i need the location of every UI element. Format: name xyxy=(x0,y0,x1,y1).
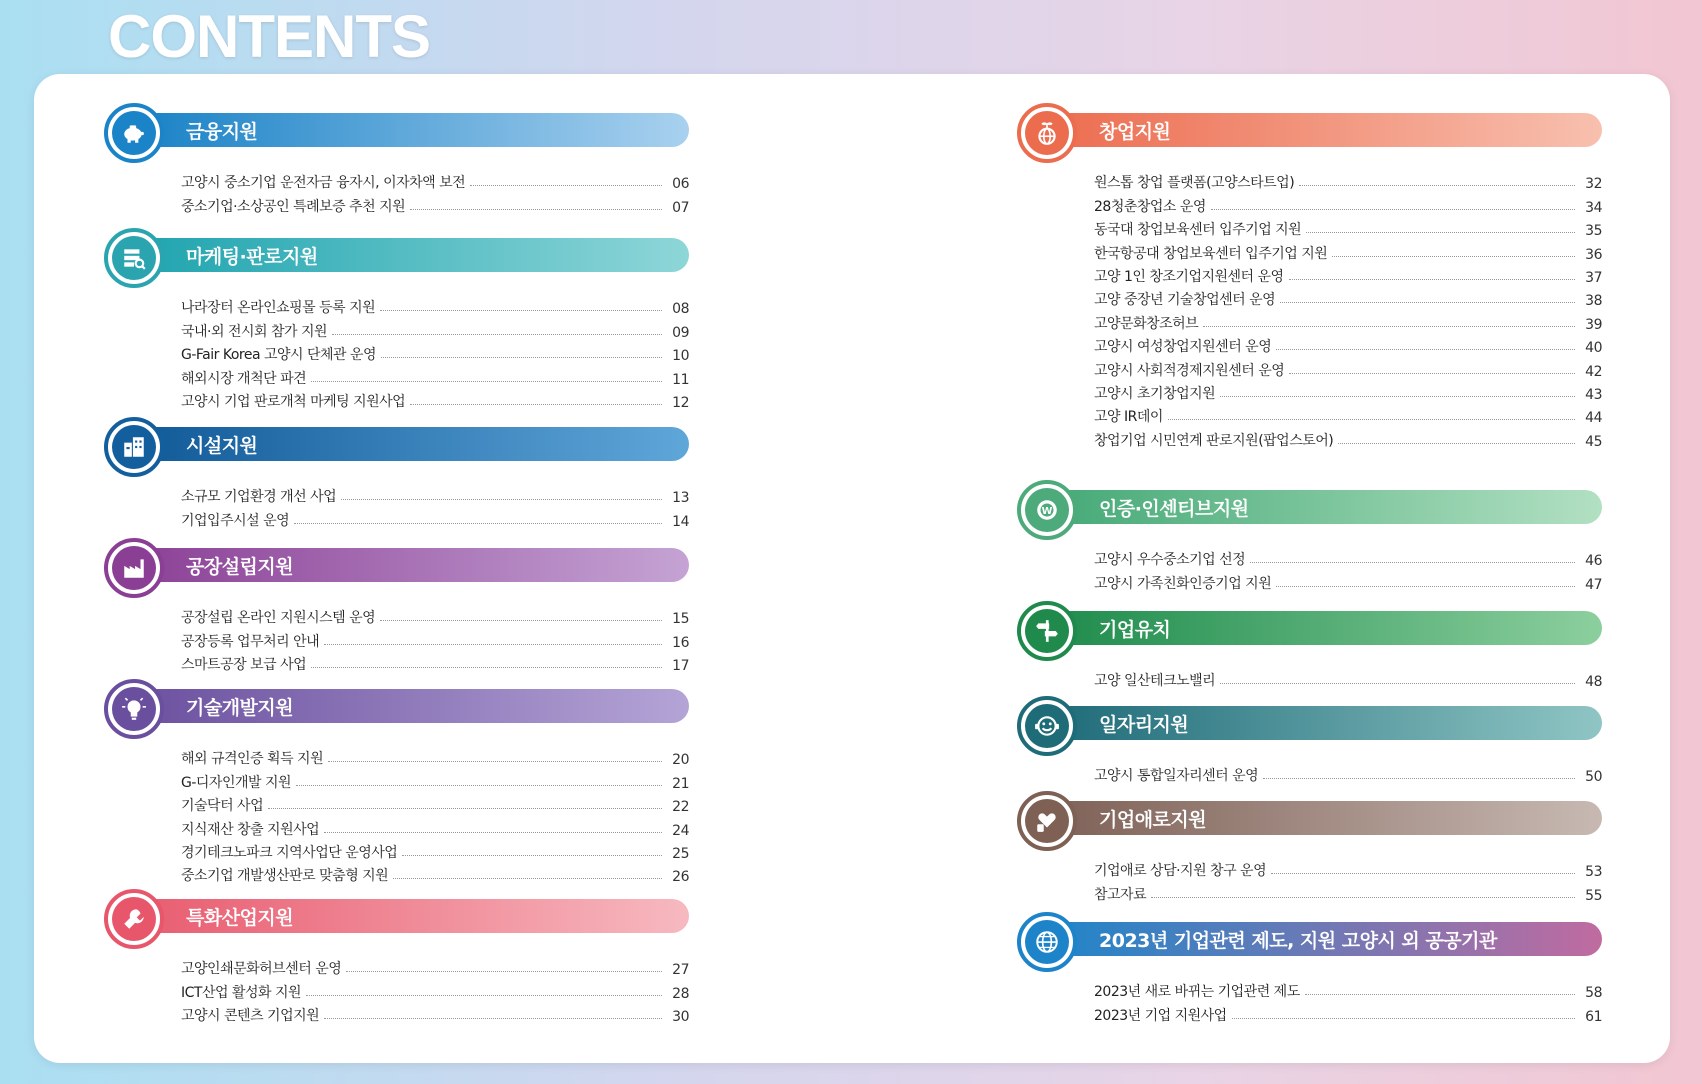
toc-entry[interactable] xyxy=(1094,239,1602,262)
toc-entry-label: G-Fair Korea 고양시 단체관 운영 xyxy=(181,347,377,364)
section-icon-badge xyxy=(1017,912,1077,972)
toc-entry[interactable] xyxy=(1094,403,1602,426)
toc-entry[interactable] xyxy=(1094,880,1602,903)
dot-leader xyxy=(1220,683,1575,684)
toc-entry-label: 고양 1인 창조기업지원센터 운영 xyxy=(1094,268,1284,285)
toc-entry-page: 47 xyxy=(1585,576,1602,593)
dot-leader xyxy=(341,499,662,500)
dot-leader xyxy=(410,404,662,405)
toc-entry-label: 고양 일산테크노밸리 xyxy=(1094,673,1216,690)
toc-entry-label: 공장설립 온라인 지원시스템 운영 xyxy=(181,610,376,627)
dot-leader xyxy=(1280,302,1575,303)
section-header xyxy=(104,103,689,163)
section-finance xyxy=(104,103,689,216)
dot-leader xyxy=(1250,562,1575,563)
toc-entry-page: 45 xyxy=(1585,433,1602,450)
section-header-bar xyxy=(124,427,689,461)
toc-entry[interactable] xyxy=(1094,192,1602,215)
dot-leader xyxy=(1305,994,1575,995)
toc-entry-page: 48 xyxy=(1585,674,1602,691)
section-header-bar xyxy=(1037,113,1602,147)
section-header-bar xyxy=(124,238,689,272)
section-title: 시설지원 xyxy=(186,434,258,457)
section-item-list xyxy=(104,169,689,216)
section-public-agencies xyxy=(1017,912,1602,1025)
dot-leader xyxy=(1338,443,1575,444)
toc-entry-page: 22 xyxy=(672,799,689,816)
section-technology xyxy=(104,679,689,885)
section-icon-badge xyxy=(104,538,164,598)
dot-leader xyxy=(1289,373,1575,374)
section-item-list xyxy=(104,745,689,885)
toc-entry[interactable] xyxy=(181,388,689,411)
section-header xyxy=(104,538,689,598)
toc-entry-page: 46 xyxy=(1585,553,1602,570)
dot-leader xyxy=(410,209,662,210)
svg-text:W: W xyxy=(1041,505,1053,517)
toc-entry-page: 40 xyxy=(1585,340,1602,357)
dot-leader xyxy=(1203,326,1575,327)
dot-leader xyxy=(1151,897,1575,898)
section-item-list xyxy=(1017,762,1602,785)
marketing-search-icon xyxy=(112,236,156,280)
section-header-bar xyxy=(124,899,689,933)
section-title: 금융지원 xyxy=(186,120,258,143)
section-icon-badge xyxy=(104,417,164,477)
dot-leader xyxy=(1276,586,1575,587)
dot-leader xyxy=(393,878,662,879)
section-certification xyxy=(1017,480,1602,593)
section-marketing xyxy=(104,228,689,411)
section-item-list xyxy=(1017,546,1602,593)
dot-leader xyxy=(380,620,662,621)
toc-entry[interactable] xyxy=(1094,667,1602,690)
section-header xyxy=(104,679,689,739)
section-icon-badge xyxy=(1017,696,1077,756)
toc-entry-page: 42 xyxy=(1585,363,1602,380)
piggy-bank-icon xyxy=(112,111,156,155)
toc-entry[interactable] xyxy=(181,978,689,1001)
section-header-bar xyxy=(1037,706,1602,740)
toc-entry-label: 28청춘창업소 운영 xyxy=(1094,198,1206,215)
toc-entry-label: 해외 규격인증 획득 지원 xyxy=(181,751,324,768)
toc-entry[interactable] xyxy=(1094,309,1602,332)
section-special-industry xyxy=(104,889,689,1025)
globe-sprout-icon xyxy=(1025,111,1069,155)
section-item-list xyxy=(104,955,689,1025)
section-header xyxy=(104,889,689,949)
dot-leader xyxy=(296,785,662,786)
section-title: 마케팅·판로지원 xyxy=(186,245,318,268)
toc-entry-label: 한국항공대 창업보육센터 입주기업 지원 xyxy=(1094,245,1328,262)
toc-entry[interactable] xyxy=(181,317,689,340)
toc-entry[interactable] xyxy=(1094,356,1602,379)
toc-entry-page: 43 xyxy=(1585,386,1602,403)
wrench-icon xyxy=(112,897,156,941)
toc-entry-label: 기업입주시설 운영 xyxy=(181,512,290,529)
toc-entry-page: 44 xyxy=(1585,410,1602,427)
dot-leader xyxy=(324,644,662,645)
toc-entry[interactable] xyxy=(1094,263,1602,286)
toc-entry[interactable] xyxy=(1094,426,1602,449)
section-title: 2023년 기업관련 제도, 지원 고양시 외 공공기관 xyxy=(1099,929,1497,952)
toc-entry-label: 지식재산 창출 지원사업 xyxy=(181,821,320,838)
section-title: 일자리지원 xyxy=(1099,713,1189,736)
toc-entry-page: 34 xyxy=(1585,199,1602,216)
toc-entry-label: 고양시 사회적경제지원센터 운영 xyxy=(1094,362,1285,379)
toc-entry-label: 고양시 가족친화인증기업 지원 xyxy=(1094,575,1272,592)
section-header xyxy=(1017,696,1602,756)
toc-entry-page: 20 xyxy=(672,752,689,769)
section-item-list xyxy=(1017,978,1602,1025)
section-title: 특화산업지원 xyxy=(186,906,294,929)
smile-face-icon xyxy=(1025,704,1069,748)
toc-entry-page: 14 xyxy=(672,513,689,530)
toc-entry[interactable] xyxy=(1094,216,1602,239)
dot-leader xyxy=(1332,256,1575,257)
toc-entry-label: 고양시 중소기업 운전자금 융자시, 이자차액 보전 xyxy=(181,175,466,192)
toc-entry-label: 동국대 창업보육센터 입주기업 지원 xyxy=(1094,222,1302,239)
toc-entry[interactable] xyxy=(1094,286,1602,309)
toc-entry-label: 2023년 새로 바뀌는 기업관련 제도 xyxy=(1094,984,1300,1001)
toc-entry[interactable] xyxy=(1094,1001,1602,1024)
toc-entry-page: 11 xyxy=(672,371,689,388)
dot-leader xyxy=(324,1018,662,1019)
toc-entry[interactable] xyxy=(1094,978,1602,1001)
section-header-bar xyxy=(1037,490,1602,524)
section-icon-badge xyxy=(1017,601,1077,661)
toc-entry-label: 고양 IR데이 xyxy=(1094,409,1163,426)
dot-leader xyxy=(1299,185,1575,186)
section-attraction xyxy=(1017,601,1602,690)
dot-leader xyxy=(1168,419,1575,420)
section-header-bar xyxy=(124,689,689,723)
section-item-list xyxy=(1017,667,1602,690)
toc-entry-page: 24 xyxy=(672,822,689,839)
section-header-bar xyxy=(124,548,689,582)
section-item-list xyxy=(1017,169,1602,450)
toc-entry[interactable] xyxy=(181,862,689,885)
section-factory xyxy=(104,538,689,674)
toc-entry-page: 17 xyxy=(672,658,689,675)
section-title: 기업애로지원 xyxy=(1099,808,1207,831)
section-header xyxy=(104,228,689,288)
toc-entry-label: 기업애로 상담·지원 창구 운영 xyxy=(1094,863,1267,880)
toc-entry[interactable] xyxy=(1094,762,1602,785)
toc-entry-page: 06 xyxy=(672,176,689,193)
lightbulb-icon xyxy=(112,687,156,731)
toc-entry-label: 공장등록 업무처리 안내 xyxy=(181,633,320,650)
toc-entry-label: 고양시 초기창업지원 xyxy=(1094,385,1216,402)
dot-leader xyxy=(1271,873,1575,874)
toc-entry-page: 38 xyxy=(1585,293,1602,310)
toc-entry-page: 13 xyxy=(672,490,689,507)
section-icon-badge xyxy=(104,679,164,739)
toc-entry-label: 고양시 기업 판로개척 마케팅 지원사업 xyxy=(181,393,406,410)
heart-hand-icon xyxy=(1025,799,1069,843)
toc-entry-page: 12 xyxy=(672,394,689,411)
toc-entry-page: 36 xyxy=(1585,246,1602,263)
dot-leader xyxy=(1289,279,1575,280)
section-header-bar xyxy=(1037,801,1602,835)
section-item-list xyxy=(104,604,689,674)
dot-leader xyxy=(1276,349,1575,350)
section-title: 기업유치 xyxy=(1099,618,1171,641)
toc-entry-label: 국내·외 전시회 참가 지원 xyxy=(181,323,328,340)
toc-entry-label: 소규모 기업환경 개선 사업 xyxy=(181,489,337,506)
toc-entry-page: 39 xyxy=(1585,316,1602,333)
globe-icon xyxy=(1025,920,1069,964)
toc-entry[interactable] xyxy=(1094,380,1602,403)
toc-entry-label: 중소기업 개발생산판로 맞춤형 지원 xyxy=(181,868,389,885)
toc-entry[interactable] xyxy=(181,1002,689,1025)
toc-entry[interactable] xyxy=(181,294,689,317)
dot-leader xyxy=(324,832,662,833)
toc-entry-page: 10 xyxy=(672,348,689,365)
toc-entry-page: 15 xyxy=(672,611,689,628)
toc-entry[interactable] xyxy=(1094,857,1602,880)
toc-entry-label: 고양시 콘텐츠 기업지원 xyxy=(181,1008,320,1025)
toc-entry[interactable] xyxy=(181,483,689,506)
toc-entry-label: 고양시 우수중소기업 선정 xyxy=(1094,552,1246,569)
factory-icon xyxy=(112,546,156,590)
section-icon-badge xyxy=(1017,103,1077,163)
toc-entry-label: 해외시장 개척단 파견 xyxy=(181,370,307,387)
section-header xyxy=(104,417,689,477)
toc-entry-page: 21 xyxy=(672,775,689,792)
toc-entry-page: 30 xyxy=(672,1009,689,1026)
toc-entry-label: ICT산업 활성화 지원 xyxy=(181,984,302,1001)
toc-entry-label: G-디자인개발 지원 xyxy=(181,774,292,791)
toc-entry-label: 나라장터 온라인쇼핑몰 등록 지원 xyxy=(181,300,376,317)
dot-leader xyxy=(346,971,662,972)
toc-entry[interactable] xyxy=(181,768,689,791)
toc-entry-page: 25 xyxy=(672,845,689,862)
toc-entry-label: 창업기업 시민연계 판로지원(팝업스토어) xyxy=(1094,432,1334,449)
section-title: 인증·인센티브지원 xyxy=(1099,497,1249,520)
dot-leader xyxy=(1306,232,1575,233)
section-header-bar xyxy=(1037,611,1602,645)
toc-entry-page: 55 xyxy=(1585,887,1602,904)
dot-leader xyxy=(402,855,662,856)
toc-entry-page: 61 xyxy=(1585,1008,1602,1025)
toc-entry-page: 07 xyxy=(672,199,689,216)
dot-leader xyxy=(380,310,662,311)
section-icon-badge xyxy=(104,889,164,949)
section-item-list xyxy=(104,294,689,411)
toc-entry[interactable] xyxy=(181,839,689,862)
dot-leader xyxy=(1263,778,1575,779)
dot-leader xyxy=(311,381,662,382)
badge-w-icon xyxy=(1025,488,1069,532)
toc-entry-page: 08 xyxy=(672,301,689,318)
dot-leader xyxy=(1232,1018,1575,1019)
toc-entry-page: 16 xyxy=(672,634,689,651)
toc-entry[interactable] xyxy=(181,192,689,215)
section-icon-badge xyxy=(1017,791,1077,851)
toc-entry-page: 37 xyxy=(1585,269,1602,286)
section-header-bar xyxy=(124,113,689,147)
section-item-list xyxy=(104,483,689,530)
toc-entry-label: 경기테크노파크 지역사업단 운영사업 xyxy=(181,844,398,861)
toc-entry-page: 32 xyxy=(1585,176,1602,193)
toc-entry[interactable] xyxy=(181,627,689,650)
dot-leader xyxy=(294,523,662,524)
toc-entry-page: 27 xyxy=(672,962,689,979)
toc-entry[interactable] xyxy=(181,604,689,627)
dot-leader xyxy=(470,185,662,186)
dot-leader xyxy=(332,334,662,335)
section-facility xyxy=(104,417,689,530)
toc-entry[interactable] xyxy=(181,364,689,387)
toc-entry-page: 26 xyxy=(672,869,689,886)
section-icon-badge xyxy=(104,228,164,288)
dot-leader xyxy=(1211,209,1575,210)
section-item-list xyxy=(1017,857,1602,904)
toc-entry[interactable] xyxy=(1094,169,1602,192)
section-header xyxy=(1017,791,1602,851)
toc-entry-label: 고양 중장년 기술창업센터 운영 xyxy=(1094,292,1276,309)
toc-entry[interactable] xyxy=(181,506,689,529)
toc-entry-page: 35 xyxy=(1585,223,1602,240)
toc-entry-page: 58 xyxy=(1585,985,1602,1002)
dot-leader xyxy=(381,357,662,358)
toc-entry-label: 원스톱 창업 플랫폼(고양스타트업) xyxy=(1094,175,1295,192)
section-header-bar xyxy=(1037,922,1602,956)
section-title: 기술개발지원 xyxy=(186,696,294,719)
toc-entry-label: 스마트공장 보급 사업 xyxy=(181,657,307,674)
toc-entry-label: 2023년 기업 지원사업 xyxy=(1094,1007,1227,1024)
toc-entry[interactable] xyxy=(181,792,689,815)
toc-entry-label: 중소기업·소상공인 특례보증 추천 지원 xyxy=(181,198,406,215)
toc-entry-label: 고양시 여성창업지원센터 운영 xyxy=(1094,339,1272,356)
toc-entry[interactable] xyxy=(181,815,689,838)
section-startup xyxy=(1017,103,1602,450)
toc-entry[interactable] xyxy=(181,341,689,364)
section-title: 공장설립지원 xyxy=(186,555,294,578)
dot-leader xyxy=(328,761,662,762)
signpost-icon xyxy=(1025,609,1069,653)
building-icon xyxy=(112,425,156,469)
dot-leader xyxy=(1220,396,1575,397)
section-header xyxy=(1017,601,1602,661)
section-jobs xyxy=(1017,696,1602,785)
section-header xyxy=(1017,480,1602,540)
toc-entry-label: 참고자료 xyxy=(1094,886,1147,903)
toc-entry[interactable] xyxy=(181,745,689,768)
toc-entry[interactable] xyxy=(1094,569,1602,592)
toc-entry[interactable] xyxy=(181,955,689,978)
toc-entry-label: 고양시 통합일자리센터 운영 xyxy=(1094,768,1259,785)
dot-leader xyxy=(306,995,662,996)
toc-entry[interactable] xyxy=(1094,333,1602,356)
section-header xyxy=(1017,912,1602,972)
toc-entry-page: 28 xyxy=(672,985,689,1002)
toc-entry-label: 고양인쇄문화허브센터 운영 xyxy=(181,961,342,978)
toc-entry-page: 50 xyxy=(1585,769,1602,786)
toc-entry[interactable] xyxy=(1094,546,1602,569)
toc-entry-label: 고양문화창조허브 xyxy=(1094,315,1199,332)
section-header xyxy=(1017,103,1602,163)
dot-leader xyxy=(311,667,662,668)
section-title: 창업지원 xyxy=(1099,120,1171,143)
section-icon-badge xyxy=(1017,480,1077,540)
section-icon-badge xyxy=(104,103,164,163)
toc-entry[interactable] xyxy=(181,651,689,674)
toc-entry-page: 53 xyxy=(1585,864,1602,881)
page-title: CONTENTS xyxy=(108,3,430,70)
toc-entry-page: 09 xyxy=(672,324,689,341)
section-difficulty xyxy=(1017,791,1602,904)
dot-leader xyxy=(268,808,662,809)
toc-entry-label: 기술닥터 사업 xyxy=(181,798,264,815)
toc-entry[interactable] xyxy=(181,169,689,192)
